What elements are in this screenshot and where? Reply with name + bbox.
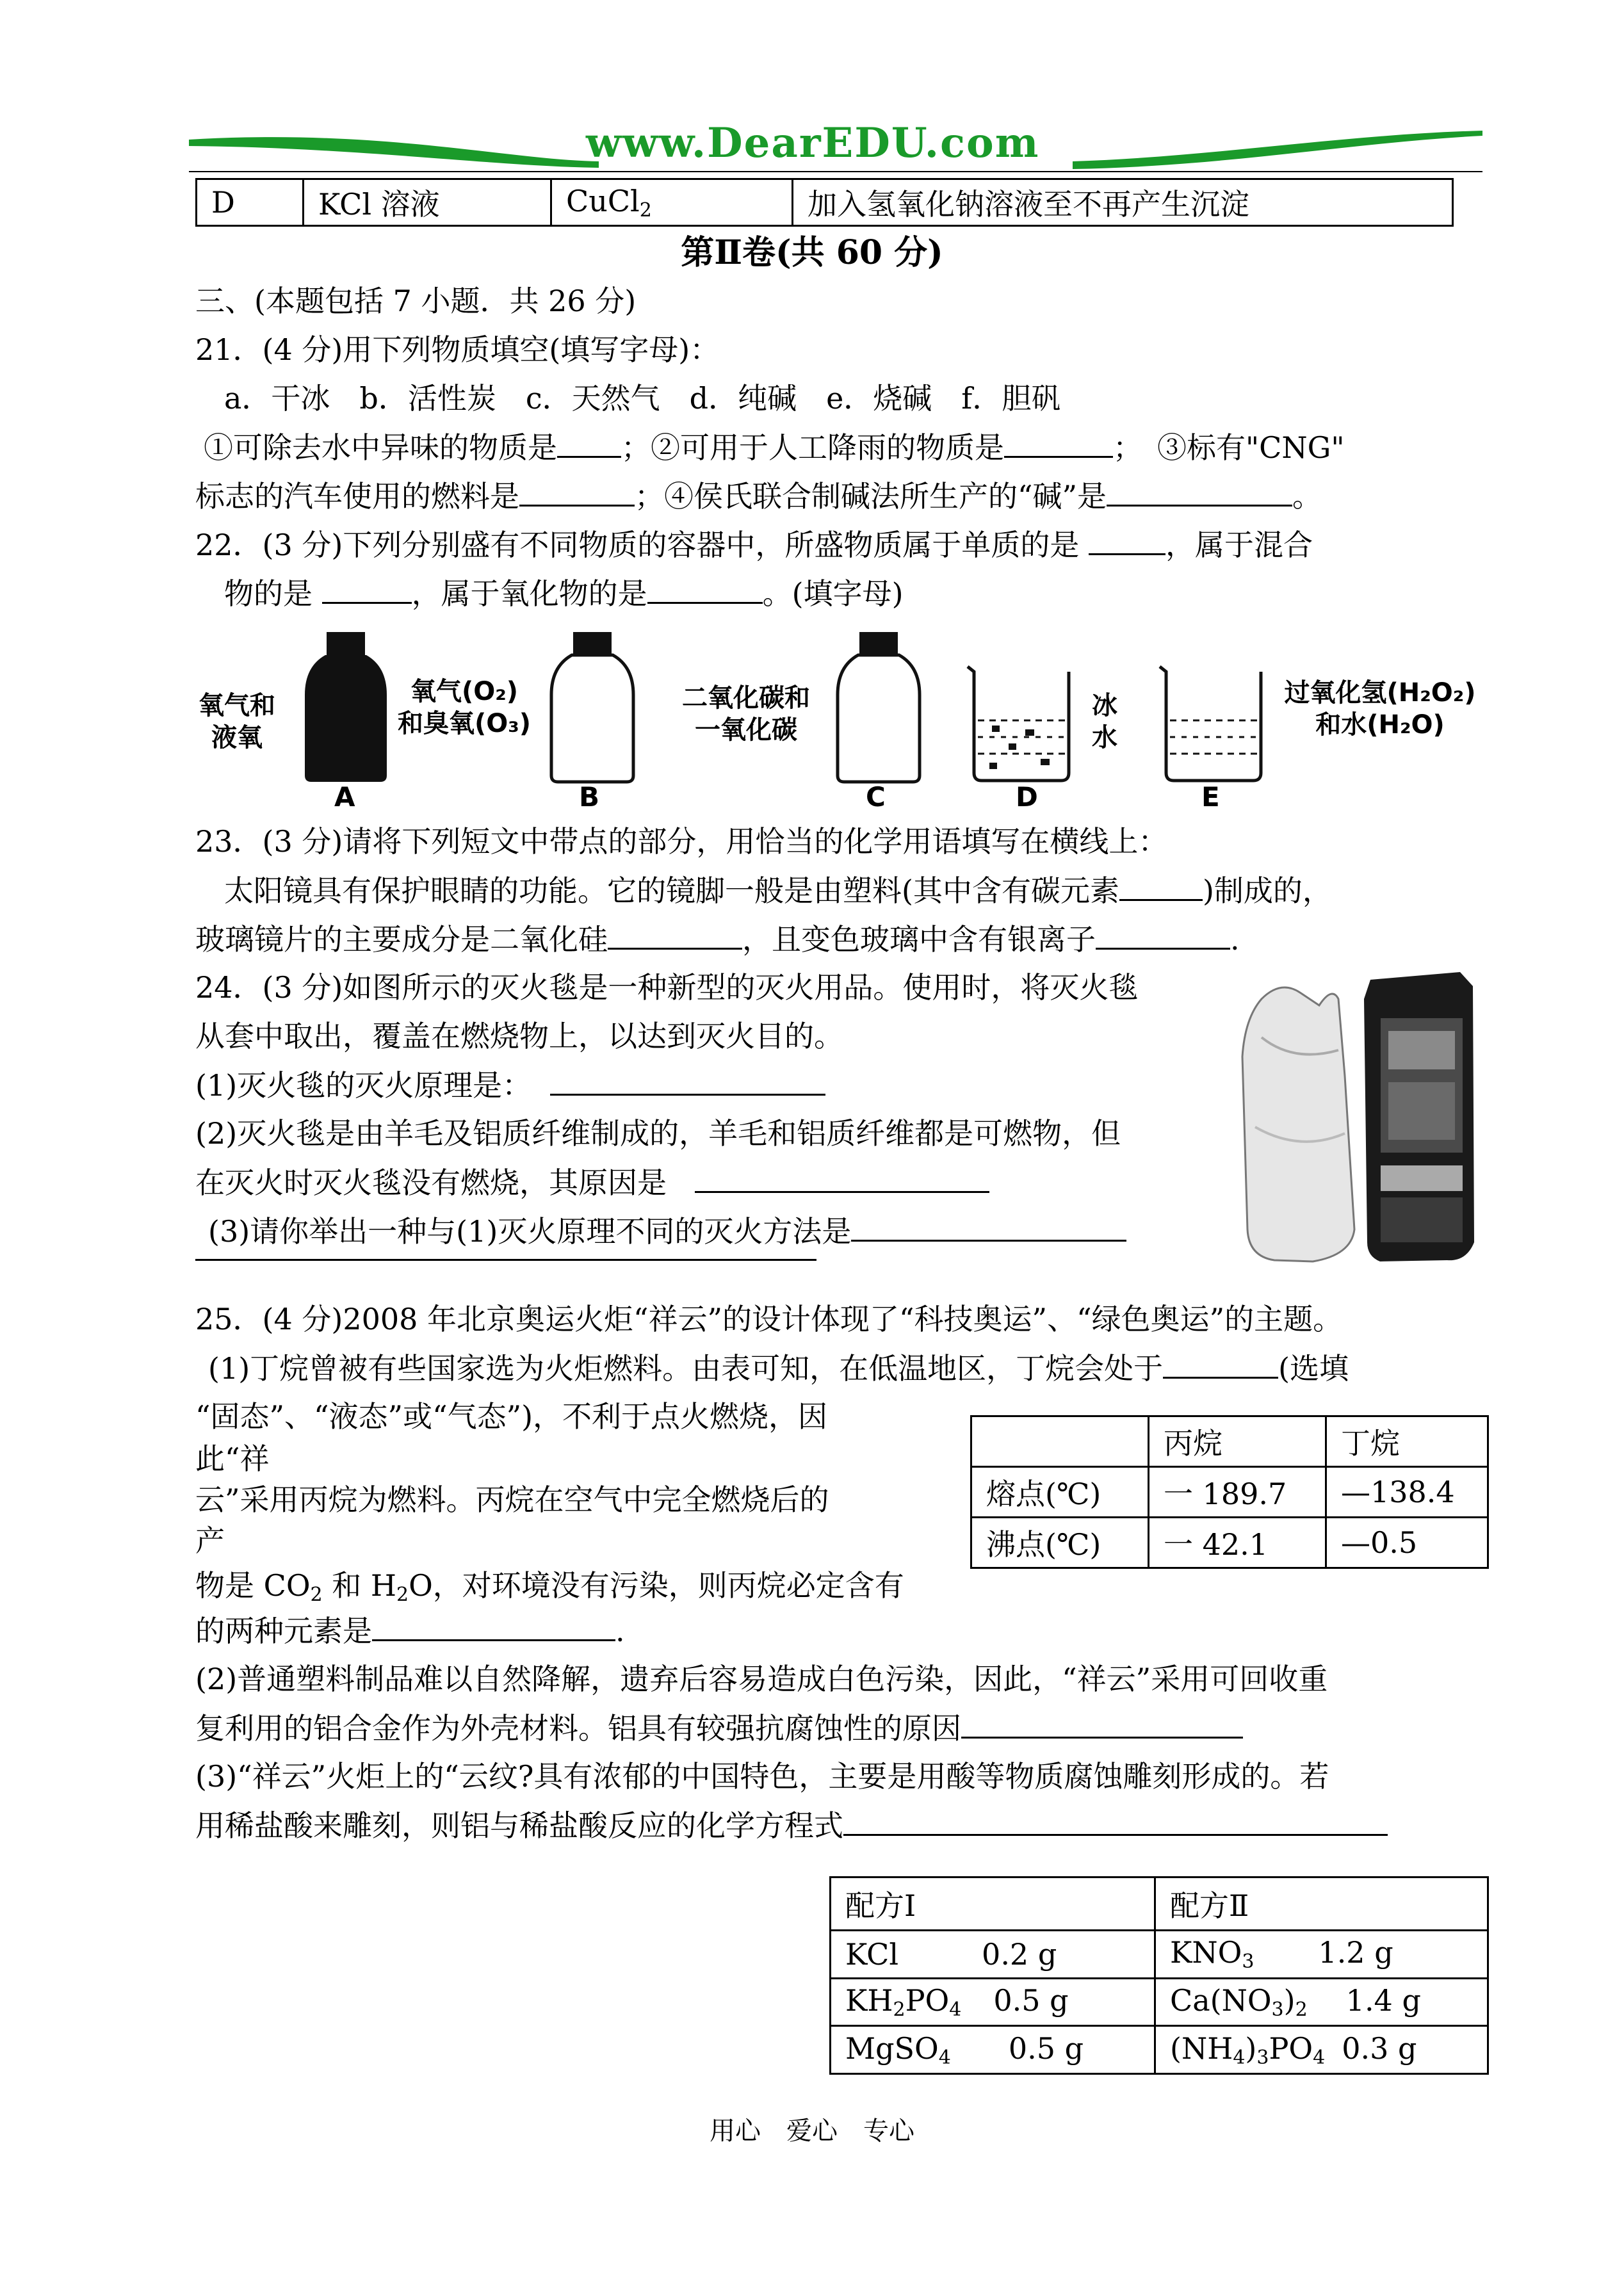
formula-cell: $KH_2PO_4$ 0.5 g bbox=[831, 1978, 1155, 2026]
container-e-letter: E bbox=[1201, 781, 1220, 813]
q21-blank4[interactable] bbox=[1107, 476, 1292, 507]
top-cell-impurity: CuCl$_2$ bbox=[551, 179, 793, 226]
q24-blank3[interactable] bbox=[851, 1212, 1126, 1242]
container-e-beaker bbox=[1156, 663, 1271, 784]
q24-line3: (1)灭火毯的灭火原理是： bbox=[195, 1066, 825, 1105]
q24-line6: (3)请你举出一种与(1)灭火原理不同的灭火方法是 bbox=[208, 1212, 1126, 1251]
container-d-beaker bbox=[964, 663, 1079, 784]
q25-line10: 复利用的铝合金作为外壳材料。铝具有较强抗腐蚀性的原因 bbox=[195, 1708, 1243, 1748]
q22-figure bbox=[192, 631, 1511, 816]
q24-blank2[interactable] bbox=[695, 1163, 989, 1193]
q25-line5: 云”采用丙烷为燃料。丙烷在空气中完全燃烧后的 bbox=[195, 1482, 829, 1517]
q23-line1: 太阳镜具有保护眼睛的功能。它的镜脚一般是由塑料(其中含有碳元素 )制成的， bbox=[224, 871, 1332, 910]
q23-stem: 23．(3 分)请将下列短文中带点的部分，用恰当的化学用语填写在横线上： bbox=[195, 824, 1168, 859]
q25-line3: “固态”、“液态”或“气态”)，不利于点火燃烧，因 bbox=[195, 1399, 828, 1434]
q21-blank1[interactable] bbox=[557, 428, 621, 458]
q25-table-cell: 一 42.1 bbox=[1149, 1518, 1326, 1568]
q25-melting-table bbox=[970, 1415, 1489, 1569]
q25-table-cell: —0.5 bbox=[1326, 1518, 1488, 1568]
q25-table-row-label: 沸点(℃) bbox=[971, 1518, 1149, 1568]
q21-blank3[interactable] bbox=[519, 476, 635, 507]
q24-blank1[interactable] bbox=[550, 1066, 825, 1096]
q25-table-cell: 一 189.7 bbox=[1149, 1467, 1326, 1518]
q25-line9: (2)普通塑料制品难以自然降解，遗弃后容易造成白色污染，因此，“祥云”采用可回收重 bbox=[195, 1662, 1328, 1696]
container-c-bottle bbox=[834, 631, 923, 784]
top-table bbox=[195, 178, 1454, 227]
q25-table-row-label: 熔点(℃) bbox=[971, 1467, 1149, 1518]
q24-blank-continuation[interactable] bbox=[195, 1259, 816, 1261]
container-d-letter: D bbox=[1016, 781, 1038, 813]
q25-blank3[interactable] bbox=[961, 1708, 1243, 1739]
q22-blank2[interactable] bbox=[322, 574, 412, 604]
top-cell-label: D bbox=[197, 179, 304, 226]
formula-table bbox=[829, 1876, 1489, 2075]
q24-line2: 从套中取出，覆盖在燃烧物上，以达到灭火目的。 bbox=[195, 1019, 843, 1053]
q25-line11: (3)“祥云”火炬上的“云纹?具有浓郁的中国特色，主要是用酸等物质腐蚀雕刻形成的。若 bbox=[195, 1759, 1329, 1794]
q21-stem: 21．(4 分)用下列物质填空(填写字母)： bbox=[195, 332, 720, 367]
formula-cell: $(NH_4)_3PO_4$ 0.3 g bbox=[1155, 2026, 1488, 2074]
q25-line7: 物是 $CO_2$ 和 $H_2O$，对环境没有污染，则丙烷必定含有 bbox=[195, 1568, 904, 1606]
container-a-bottle bbox=[301, 631, 391, 784]
q21-blank2[interactable] bbox=[1004, 428, 1113, 458]
formula-header-2: 配方Ⅱ bbox=[1155, 1877, 1488, 1931]
q21-line2: 标志的汽车使用的燃料是 ；④侯氏联合制碱法所生产的“碱”是 。 bbox=[195, 476, 1322, 515]
q23-blank2[interactable] bbox=[608, 920, 742, 950]
container-b-label: 氧气(O₂) 和臭氧(O₃) bbox=[397, 677, 532, 738]
q25-line8: 的两种元素是 . bbox=[195, 1611, 625, 1650]
site-logo-text[interactable]: www.DearEDU.com bbox=[586, 119, 1040, 167]
q23-blank1[interactable] bbox=[1119, 871, 1203, 901]
q25-line6: 产 bbox=[195, 1523, 225, 1558]
q24-line1: 24．(3 分)如图所示的灭火毯是一种新型的灭火用品。使用时，将灭火毯 bbox=[195, 970, 1139, 1005]
q25-blank4[interactable] bbox=[843, 1806, 1388, 1836]
formula-cell: $KNO_3$ 1.2 g bbox=[1155, 1931, 1488, 1979]
container-a-label: 氧气和 液氧 bbox=[199, 691, 275, 752]
container-a-letter: A bbox=[334, 781, 355, 813]
q24-line4: (2)灭火毯是由羊毛及铝质纤维制成的，羊毛和铝质纤维都是可燃物，但 bbox=[195, 1116, 1121, 1151]
top-cell-solution: KCl 溶液 bbox=[304, 179, 551, 226]
q25-table-header-propane: 丙烷 bbox=[1149, 1416, 1326, 1467]
container-b-letter: B bbox=[579, 781, 600, 813]
q25-table-header-butane: 丁烷 bbox=[1326, 1416, 1488, 1467]
formula-cell: KCl 0.2 g bbox=[831, 1931, 1155, 1979]
q21-options: a．干冰 b．活性炭 c．天然气 d．纯碱 e．烧碱 f．胆矾 bbox=[224, 381, 1061, 416]
formula-header-1: 配方Ⅰ bbox=[831, 1877, 1155, 1931]
container-c-letter: C bbox=[866, 781, 886, 813]
container-b-bottle bbox=[548, 631, 637, 784]
q22-line1: 22．(3 分)下列分别盛有不同物质的容器中，所盛物质属于单质的是 ，属于混合 bbox=[195, 525, 1313, 564]
q25-line4: 此“祥 bbox=[195, 1441, 270, 1476]
q23-line2: 玻璃镜片的主要成分是二氧化硅 ，且变色玻璃中含有银离子 . bbox=[195, 920, 1240, 959]
q22-blank3[interactable] bbox=[647, 574, 763, 604]
container-d-label: 冰 水 bbox=[1092, 691, 1117, 752]
q25-line12: 用稀盐酸来雕刻，则铝与稀盐酸反应的化学方程式 bbox=[195, 1806, 1388, 1845]
q22-line2: 物的是 ，属于氧化物的是 。(填字母) bbox=[224, 574, 904, 613]
q25-line1: 25．(4 分)2008 年北京奥运火炬“祥云”的设计体现了“科技奥运”、“绿色奥运”的主题。 bbox=[195, 1302, 1343, 1336]
container-c-label: 二氧化碳和 一氧化碳 bbox=[682, 683, 810, 745]
section-title: 第Ⅱ卷(共 60 分) bbox=[681, 233, 943, 272]
q23-blank3[interactable] bbox=[1096, 920, 1230, 950]
formula-cell: $Ca(NO_3)_2$ 1.4 g bbox=[1155, 1978, 1488, 2026]
page-footer: 用心 爱心 专心 bbox=[710, 2116, 914, 2146]
q25-blank2[interactable] bbox=[372, 1611, 615, 1641]
q25-table-header-0 bbox=[971, 1416, 1149, 1467]
container-e-label: 过氧化氢(H₂O₂) 和水(H₂O) bbox=[1284, 678, 1476, 740]
q25-blank1[interactable] bbox=[1163, 1349, 1278, 1379]
q25-table-cell: —138.4 bbox=[1326, 1467, 1488, 1518]
fire-blanket-image bbox=[1236, 961, 1479, 1268]
q25-line2: (1)丁烷曾被有些国家选为火炬燃料。由表可知，在低温地区，丁烷会处于 (选填 bbox=[208, 1349, 1349, 1388]
q22-blank1[interactable] bbox=[1089, 525, 1165, 555]
formula-cell: MgSO$_4$ 0.5 g bbox=[831, 2026, 1155, 2074]
top-cell-method: 加入氢氧化钠溶液至不再产生沉淀 bbox=[793, 179, 1453, 226]
header-banner bbox=[189, 119, 1482, 179]
q21-line1: ①可除去水中异味的物质是 ；②可用于人工降雨的物质是 ； ③标有"CNG" bbox=[204, 428, 1345, 467]
q24-line5: 在灭火时灭火毯没有燃烧，其原因是 bbox=[195, 1163, 989, 1202]
section-intro: 三、(本题包括 7 小题．共 26 分) bbox=[195, 284, 637, 318]
